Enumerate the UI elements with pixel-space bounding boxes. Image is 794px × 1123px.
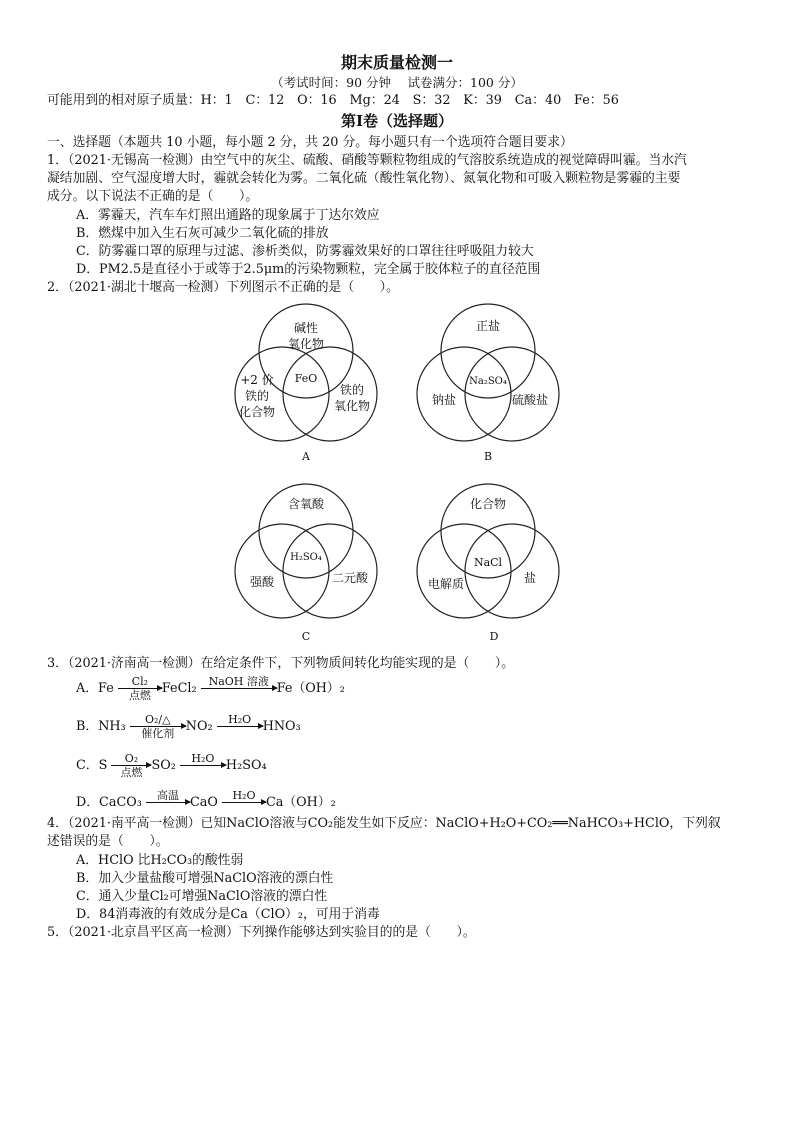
q3-a-arrow2-top: NaOH 溶液	[208, 675, 269, 688]
venn-a-left-label1: +2 价	[240, 373, 274, 387]
q3-c-arrow2-top: H₂O	[191, 752, 215, 765]
venn-a-left-label2: 铁的	[244, 389, 270, 403]
q1-stem-line2: 凝结加剧、空气湿度增大时，霾就会转化为雾。二氧化硫（酸性氧化物）、氮氧化物和可吸入颗粒物是雾霾的主要	[47, 171, 681, 186]
venn-a-right-label2: 氧化物	[333, 399, 371, 413]
q3-option-a	[76, 676, 345, 701]
venn-d-center-label: NaCl	[473, 556, 503, 569]
q3-c-arrow1	[111, 753, 151, 778]
atomic-masses: 可能用到的相对原子质量：H：1 C：12 O：16 Mg：24 S：32 K：39 Ca：40 Fe：56	[47, 93, 619, 108]
q3-d-arrow1	[146, 790, 190, 815]
venn-a-top-label2: 氧化物	[287, 337, 325, 351]
q3-c-arrow1-bottom: 点燃	[120, 766, 143, 779]
q2-stem: 2．（2021·湖北十堰高一检测）下列图示不正确的是（ ）。	[47, 280, 399, 295]
venn-b-center-label: Na₂SO₄	[469, 376, 507, 387]
venn-b-right-label: 硫酸盐	[511, 393, 549, 407]
q3-c-end: H₂SO₄	[225, 758, 267, 773]
q3-d-arrow1-top: 高温	[156, 789, 179, 802]
q1-option-a: A．雾霾天，汽车车灯照出通路的现象属于丁达尔效应	[76, 208, 380, 223]
venn-c-center-label: H₂SO₄	[290, 552, 322, 563]
q4-option-d: D．84消毒液的有效成分是Ca（ClO）₂，可用于消毒	[76, 907, 380, 922]
q3-a-arrow2	[201, 676, 277, 701]
q3-d-arrow2-top: H₂O	[232, 789, 256, 802]
q3-b-arrow1-top: O₂/△	[144, 713, 171, 726]
q4-option-a: A．HClO 比H₂CO₃的酸性弱	[76, 853, 244, 868]
q3-d-mid: CaO	[189, 795, 218, 810]
q3-d-arrow2	[222, 790, 266, 815]
exam-info: （考试时间：90 分钟 试卷满分：100 分）	[271, 75, 523, 90]
venn-c-caption: C	[301, 630, 311, 643]
venn-c-top-label: 含氧酸	[287, 497, 325, 511]
q3-option-c	[76, 753, 267, 778]
section-title: 第Ⅰ卷（选择题）	[340, 112, 454, 130]
venn-a-caption: A	[302, 450, 310, 463]
venn-d-top-label: 化合物	[469, 497, 507, 511]
q4-option-c: C．通入少量Cl₂可增强NaClO溶液的漂白性	[76, 889, 328, 904]
q3-option-d	[76, 790, 336, 815]
q3-b-end: HNO₃	[262, 719, 301, 734]
q3-c-arrow2	[180, 753, 226, 778]
q3-a-mid: FeCl₂	[161, 681, 197, 696]
venn-b-top-label: 正盐	[475, 319, 501, 333]
q3-a-arrow1	[118, 676, 162, 701]
q3-d-end: Ca（OH）₂	[265, 795, 336, 810]
q1-option-c: C．防雾霾口罩的原理与过滤、渗析类似，防雾霾效果好的口罩往往呼吸阻力较大	[76, 244, 534, 259]
q3-b-mid: NO₂	[185, 719, 213, 734]
q3-option-b	[76, 714, 301, 739]
q3-a-arrow1-top: Cl₂	[131, 675, 149, 688]
venn-b-left-label: 钠盐	[431, 393, 457, 407]
q3-a-start: A．Fe	[76, 681, 114, 696]
q3-a-arrow1-bottom: 点燃	[128, 689, 151, 702]
q3-b-arrow2-top: H₂O	[228, 713, 252, 726]
q4-stem-line1: 4．（2021·南平高一检测）已知NaClO溶液与CO₂能发生如下反应：NaClO+H₂O+CO₂══NaHCO₃+HClO，下列叙	[47, 816, 721, 831]
venn-d-left-label: 电解质	[427, 577, 465, 591]
q3-stem: 3．（2021·济南高一检测）在给定条件下，下列物质间转化均能实现的是（ ）。	[47, 656, 515, 671]
q1-option-b: B．燃煤中加入生石灰可减少二氧化硫的排放	[76, 226, 329, 241]
venn-b-caption: B	[483, 450, 493, 463]
venn-a-right-label1: 铁的	[339, 383, 365, 397]
venn-a-left-label3: 化合物	[238, 405, 276, 419]
q3-b-start: B．NH₃	[76, 719, 126, 734]
q3-d-start: D．CaCO₃	[76, 795, 142, 810]
q1-option-d: D．PM2.5是直径小于或等于2.5μm的污染物颗粒，完全属于胶体粒子的直径范围	[76, 262, 541, 277]
q5-stem: 5．（2021·北京昌平区高一检测）下列操作能够达到实验目的的是（ ）。	[47, 925, 476, 940]
q4-stem-line2: 述错误的是（ ）。	[47, 834, 169, 849]
q3-c-mid: SO₂	[151, 758, 176, 773]
part-one-heading: 一、选择题（本题共 10 小题，每小题 2 分，共 20 分。每小题只有一个选项符合题目要求）	[47, 135, 573, 150]
venn-a-top-label1: 碱性	[293, 321, 319, 335]
q3-c-start: C．S	[76, 758, 108, 773]
q4-option-b: B．加入少量盐酸可增强NaClO溶液的漂白性	[76, 871, 334, 886]
q3-b-arrow1-bottom: 催化剂	[141, 727, 175, 740]
q3-b-arrow1	[130, 714, 186, 739]
venn-a-center-label: FeO	[294, 372, 318, 385]
page-title: 期末质量检测一	[340, 53, 453, 72]
q1-stem-line3: 成分。以下说法不正确的是（ ）。	[47, 189, 259, 204]
q3-c-arrow1-top: O₂	[124, 752, 139, 765]
venn-d-caption: D	[489, 630, 499, 643]
q3-b-arrow2	[217, 714, 263, 739]
venn-d-right-label: 盐	[523, 571, 537, 585]
q3-a-end: Fe（OH）₂	[276, 681, 345, 696]
venn-c-right-label: 二元酸	[331, 571, 369, 585]
venn-c-left-label: 强酸	[249, 575, 275, 589]
q1-stem-line1: 1．（2021·无锡高一检测）由空气中的灰尘、硫酸、硝酸等颗粒物组成的气溶胶系统造成的视觉障碍叫霾。当水汽	[47, 153, 687, 168]
